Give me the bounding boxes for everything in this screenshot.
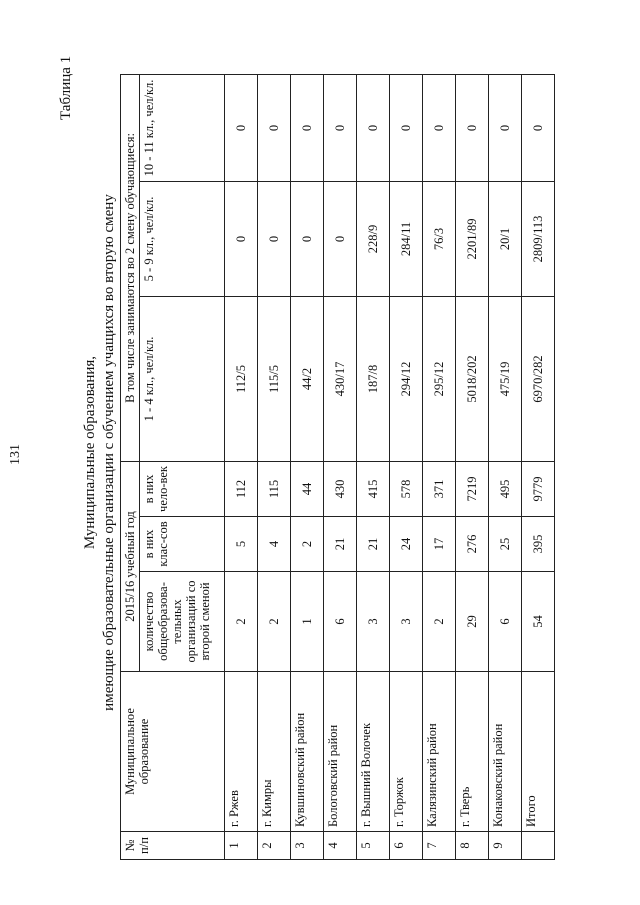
- row-orgs: 1: [291, 572, 324, 672]
- header-municipality: Муниципальное образование: [121, 672, 225, 832]
- table-row: [456, 74, 489, 859]
- header-num: № п/п: [121, 832, 225, 860]
- row-municipality: г. Тверь: [456, 672, 489, 832]
- row-grades-1-4: 115/5: [258, 296, 291, 461]
- row-number: 7: [423, 832, 456, 860]
- row-grades-10-11: 0: [456, 74, 489, 181]
- document-title-line-1: Муниципальные образования,: [82, 355, 98, 550]
- row-grades-1-4: 44/2: [291, 296, 324, 461]
- row-grades-5-9: 2201/89: [456, 181, 489, 296]
- row-orgs: 2: [258, 572, 291, 672]
- row-grades-1-4: 475/19: [489, 296, 522, 461]
- row-classes: 21: [357, 517, 390, 572]
- row-municipality: г. Кимры: [258, 672, 291, 832]
- row-classes: 17: [423, 517, 456, 572]
- page-number: 131: [8, 444, 23, 465]
- row-classes: 24: [390, 517, 423, 572]
- row-classes: 276: [456, 517, 489, 572]
- row-grades-1-4: 295/12: [423, 296, 456, 461]
- row-grades-1-4: 430/17: [324, 296, 357, 461]
- row-grades-10-11: 0: [522, 74, 555, 181]
- header-classes: в них клас-сов: [140, 517, 225, 572]
- row-grades-10-11: 0: [258, 74, 291, 181]
- header-grades-5-9: 5 - 9 кл., чел/кл.: [140, 181, 225, 296]
- row-municipality: г. Вышний Волочек: [357, 672, 390, 832]
- row-orgs: 6: [489, 572, 522, 672]
- row-orgs: 54: [522, 572, 555, 672]
- row-grades-1-4: 294/12: [390, 296, 423, 461]
- row-people: 578: [390, 461, 423, 516]
- row-classes: 4: [258, 517, 291, 572]
- row-grades-10-11: 0: [390, 74, 423, 181]
- row-classes: 395: [522, 517, 555, 572]
- row-orgs: 2: [423, 572, 456, 672]
- row-people: 112: [225, 461, 258, 516]
- row-grades-5-9: 0: [225, 181, 258, 296]
- header-year-group: 2015/16 учебный год: [121, 461, 140, 671]
- row-grades-10-11: 0: [225, 74, 258, 181]
- row-grades-10-11: 0: [423, 74, 456, 181]
- row-orgs: 2: [225, 572, 258, 672]
- row-grades-5-9: 76/3: [423, 181, 456, 296]
- row-orgs: 3: [390, 572, 423, 672]
- row-orgs: 29: [456, 572, 489, 672]
- row-number: 4: [324, 832, 357, 860]
- row-number: 2: [258, 832, 291, 860]
- row-grades-5-9: 0: [324, 181, 357, 296]
- row-municipality: Бологовский район: [324, 672, 357, 832]
- row-grades-10-11: 0: [357, 74, 390, 181]
- row-grades-5-9: 2809/113: [522, 181, 555, 296]
- row-grades-5-9: 20/1: [489, 181, 522, 296]
- row-classes: 5: [225, 517, 258, 572]
- row-grades-5-9: 228/9: [357, 181, 390, 296]
- row-municipality: г. Торжок: [390, 672, 423, 832]
- header-orgs: количество общеобразова-тельных организаций со второй сменой: [140, 572, 225, 672]
- row-grades-5-9: 284/11: [390, 181, 423, 296]
- header-grades-10-11: 10 - 11 кл., чел/кл.: [140, 74, 225, 181]
- row-number: 8: [456, 832, 489, 860]
- row-number: [522, 832, 555, 860]
- row-classes: 21: [324, 517, 357, 572]
- table-row: [324, 74, 357, 859]
- row-orgs: 3: [357, 572, 390, 672]
- municipalities-table: [120, 74, 555, 860]
- row-grades-1-4: 6970/282: [522, 296, 555, 461]
- header-second-shift-group: В том числе занимаются во 2 смену обучающиеся:: [121, 74, 140, 461]
- row-municipality: Калязинский район: [423, 672, 456, 832]
- row-orgs: 6: [324, 572, 357, 672]
- row-people: 430: [324, 461, 357, 516]
- table-row: [357, 74, 390, 859]
- row-municipality: Кувшиновский район: [291, 672, 324, 832]
- table-body: [225, 74, 555, 859]
- row-grades-10-11: 0: [489, 74, 522, 181]
- row-people: 415: [357, 461, 390, 516]
- table-row: [390, 74, 423, 859]
- row-grades-1-4: 112/5: [225, 296, 258, 461]
- table-row: [423, 74, 456, 859]
- table-row: [489, 74, 522, 859]
- row-number: 5: [357, 832, 390, 860]
- row-people: 9779: [522, 461, 555, 516]
- document-title-line-2: имеющие образовательные организации с обучением учащихся во вторую смену: [101, 194, 117, 711]
- row-number: 3: [291, 832, 324, 860]
- table-row: [291, 74, 324, 859]
- row-people: 371: [423, 461, 456, 516]
- row-number: 1: [225, 832, 258, 860]
- row-grades-1-4: 5018/202: [456, 296, 489, 461]
- row-classes: 2: [291, 517, 324, 572]
- row-people: 7219: [456, 461, 489, 516]
- row-municipality: Конаковский район: [489, 672, 522, 832]
- header-grades-1-4: 1 - 4 кл., чел/кл.: [140, 296, 225, 461]
- total-row: [522, 74, 555, 859]
- row-grades-10-11: 0: [291, 74, 324, 181]
- row-people: 44: [291, 461, 324, 516]
- row-grades-1-4: 187/8: [357, 296, 390, 461]
- row-municipality: Итого: [522, 672, 555, 832]
- row-people: 495: [489, 461, 522, 516]
- row-grades-5-9: 0: [258, 181, 291, 296]
- row-number: 9: [489, 832, 522, 860]
- row-municipality: г. Ржев: [225, 672, 258, 832]
- row-grades-5-9: 0: [291, 181, 324, 296]
- table-row: [225, 74, 258, 859]
- header-people: в них чело-век: [140, 461, 225, 516]
- table-row: [258, 74, 291, 859]
- row-people: 115: [258, 461, 291, 516]
- table-label: Таблица 1: [58, 55, 74, 120]
- row-classes: 25: [489, 517, 522, 572]
- row-grades-10-11: 0: [324, 74, 357, 181]
- row-number: 6: [390, 832, 423, 860]
